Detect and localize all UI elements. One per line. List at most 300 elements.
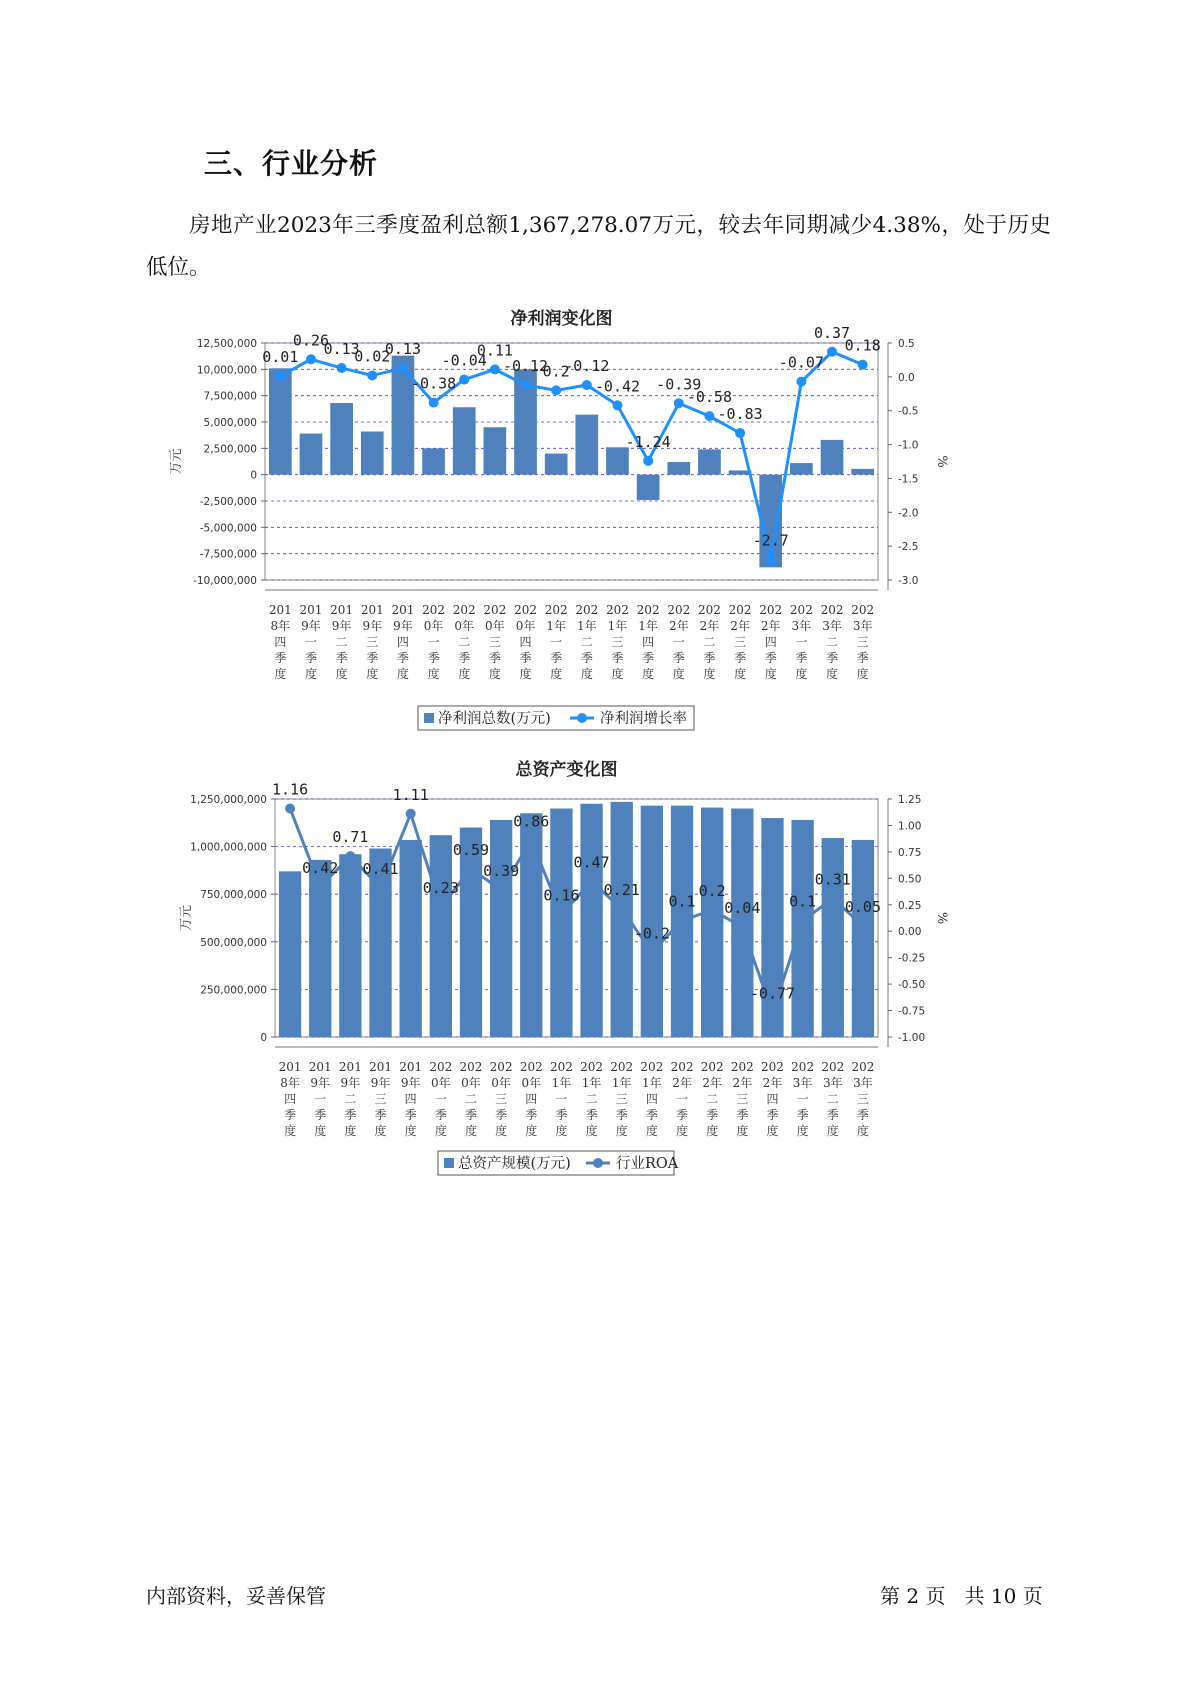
y-tick-label: 0: [260, 1032, 267, 1044]
legend-bar-swatch: [424, 713, 434, 723]
x-category-line: 季: [642, 651, 655, 665]
x-category-label: [790, 603, 813, 681]
data-label: -0.42: [594, 377, 641, 396]
x-category-line: 2年: [668, 619, 689, 633]
data-label: 0.04: [724, 898, 761, 917]
x-category-line: 0年: [431, 1076, 451, 1090]
y-tick-label: 12,500,000: [196, 338, 257, 350]
x-category-line: 8年: [270, 619, 291, 633]
x-category-line: 季: [766, 1108, 779, 1122]
y2-tick-label: 0.50: [898, 873, 922, 886]
x-category-line: 季: [366, 651, 379, 665]
x-category-label: [791, 1060, 814, 1138]
x-category-label: [361, 603, 384, 681]
x-category-line: 一: [427, 635, 440, 649]
x-category-line: 9年: [400, 1076, 421, 1090]
x-category-label: [279, 1060, 302, 1138]
x-category-line: 2年: [732, 1076, 753, 1090]
data-label: -0.04: [441, 351, 487, 370]
x-category-line: 一: [676, 1092, 689, 1106]
data-label: 0.02: [354, 347, 391, 366]
line-point: [767, 1008, 777, 1018]
x-category-line: 202: [759, 603, 783, 617]
line-point: [285, 804, 295, 814]
data-label: -0.12: [564, 356, 610, 375]
x-category-line: 季: [856, 1108, 869, 1122]
x-category-line: 季: [335, 651, 348, 665]
data-label: 0.11: [476, 341, 513, 360]
x-category-line: 二: [344, 1092, 357, 1106]
x-category-line: 201: [330, 603, 354, 617]
x-category-line: 四: [764, 635, 777, 649]
x-category-label: [550, 1060, 573, 1138]
x-category-line: 度: [555, 1124, 568, 1138]
line-point: [766, 555, 776, 565]
bar: [490, 820, 512, 1037]
y-tick-label: -2,500,000: [199, 496, 257, 508]
data-label: 0.1: [668, 892, 696, 911]
y-axis-label: 万元: [179, 904, 194, 932]
bar: [790, 463, 813, 475]
x-category-line: 2年: [699, 619, 720, 633]
data-label: 0.39: [483, 861, 520, 880]
x-category-line: 1年: [577, 619, 597, 633]
x-category-line: 3年: [792, 1076, 813, 1090]
x-category-line: 二: [464, 1092, 477, 1106]
y2-axis-label: %: [934, 911, 949, 925]
data-label: 0.59: [452, 840, 490, 859]
x-category-line: 季: [374, 1108, 387, 1122]
bar: [400, 840, 422, 1037]
x-category-line: 季: [344, 1108, 357, 1122]
x-category-line: 202: [667, 603, 691, 617]
x-category-line: 度: [580, 667, 593, 681]
x-category-line: 202: [730, 1060, 754, 1074]
y2-tick-label: 1.00: [898, 820, 922, 833]
data-label: 0.37: [813, 323, 851, 342]
data-label: 0.47: [573, 853, 610, 872]
net-profit-chart: [150, 309, 1050, 758]
net-profit-chart-svg: [150, 309, 1050, 758]
x-category-line: 度: [434, 1124, 447, 1138]
x-category-label: [483, 603, 506, 681]
x-category-line: 度: [826, 667, 839, 681]
x-category-line: 202: [820, 603, 844, 617]
x-category-line: 度: [427, 667, 440, 681]
legend-bar-swatch: [444, 1158, 454, 1168]
x-category-line: 度: [764, 667, 777, 681]
x-category-label: [759, 603, 782, 681]
line-point: [306, 354, 316, 364]
bar: [550, 809, 572, 1037]
x-category-label: [514, 603, 537, 681]
line-point: [617, 904, 627, 914]
x-category-line: 季: [427, 651, 440, 665]
bar: [300, 434, 323, 475]
line-point: [858, 921, 868, 931]
x-category-line: 202: [575, 603, 599, 617]
y-tick-label: -7,500,000: [199, 548, 257, 561]
x-category-line: 季: [764, 651, 777, 665]
x-category-line: 度: [795, 667, 808, 681]
x-category-line: 3年: [822, 619, 842, 633]
x-category-line: 三: [615, 1092, 628, 1106]
bar: [339, 854, 361, 1037]
bar: [641, 806, 663, 1037]
x-category-label: [399, 1060, 422, 1138]
y2-tick-label: 1.25: [898, 794, 922, 806]
x-category-line: 季: [672, 651, 685, 665]
x-category-line: 0年: [485, 619, 505, 633]
x-category-line: 202: [610, 1060, 634, 1074]
analysis-paragraph: 房地产业2023年三季度盈利总额1,367,278.07万元，较去年同期减少4.38%，处于历史低位。: [146, 213, 1051, 280]
x-category-label: [330, 603, 353, 681]
bar: [269, 368, 292, 474]
x-category-line: 202: [580, 1060, 604, 1074]
y-tick-label: 2,500,000: [203, 443, 257, 456]
y2-tick-label: -1.5: [898, 473, 919, 486]
y-axis-label: 万元: [169, 448, 184, 475]
x-category-line: 202: [544, 603, 568, 617]
line-point: [704, 411, 714, 421]
x-category-line: 三: [736, 1092, 749, 1106]
x-category-line: 度: [488, 667, 501, 681]
x-category-line: 202: [606, 603, 629, 617]
line-point: [587, 877, 597, 887]
data-label: -0.2: [633, 924, 670, 943]
x-category-line: 三: [374, 1092, 387, 1106]
bar: [580, 804, 602, 1037]
bar: [701, 808, 723, 1037]
line-point: [315, 882, 325, 892]
x-category-label: [610, 1060, 633, 1138]
y-tick-label: -5,000,000: [199, 522, 257, 535]
x-category-line: 1年: [551, 1076, 572, 1090]
data-label: 1.16: [272, 780, 309, 799]
bar: [667, 462, 690, 475]
x-category-label: [701, 1060, 724, 1138]
x-category-label: [453, 603, 476, 681]
x-category-line: 度: [856, 667, 869, 681]
total-assets-chart: [150, 760, 1050, 1253]
x-category-line: 9年: [393, 619, 413, 633]
x-category-line: 8年: [280, 1076, 300, 1090]
x-category-line: 9年: [310, 1076, 331, 1090]
x-category-label: [640, 1060, 663, 1138]
bar: [851, 469, 874, 475]
x-category-label: [821, 603, 844, 681]
data-label: 0.41: [362, 859, 399, 878]
x-category-line: 三: [611, 635, 624, 649]
x-category-line: 9年: [370, 1076, 391, 1090]
line-point: [275, 371, 285, 381]
x-category-label: [761, 1060, 784, 1138]
x-category-line: 度: [458, 667, 471, 681]
x-category-line: 2年: [672, 1076, 692, 1090]
x-category-line: 202: [728, 603, 752, 617]
x-category-label: [698, 603, 721, 681]
bar: [330, 403, 353, 475]
line-point: [337, 363, 347, 373]
x-category-line: 三: [366, 635, 379, 649]
x-category-label: [369, 1060, 392, 1138]
data-label: 0.13: [384, 340, 421, 359]
x-category-line: 度: [464, 1124, 477, 1138]
x-category-line: 0年: [515, 619, 536, 633]
x-category-line: 一: [672, 635, 685, 649]
data-label: 0.26: [292, 331, 330, 350]
x-category-line: 9年: [331, 619, 352, 633]
y2-tick-label: 0.5: [898, 338, 915, 350]
footer-page-number: 第 2 页 共 10 页: [880, 1584, 1043, 1608]
y-tick-label: 250,000,000: [200, 984, 267, 997]
data-label: 0.16: [543, 886, 580, 905]
data-label: -0.38: [410, 374, 457, 393]
line-point: [674, 398, 684, 408]
x-category-line: 202: [483, 603, 507, 617]
y-tick-label: 10,000,000: [196, 364, 257, 377]
x-category-line: 季: [464, 1108, 477, 1122]
x-category-line: 季: [396, 651, 409, 665]
x-category-line: 三: [495, 1092, 508, 1106]
x-category-line: 度: [314, 1124, 327, 1138]
x-category-line: 季: [488, 651, 501, 665]
x-category-line: 度: [396, 667, 409, 681]
x-category-line: 二: [585, 1092, 598, 1106]
x-category-label: [545, 603, 568, 681]
line-point: [677, 916, 687, 926]
data-label: -0.12: [502, 356, 549, 375]
y-tick-label: 1,000,000,000: [190, 841, 267, 854]
x-category-line: 季: [795, 651, 808, 665]
line-point: [551, 385, 561, 395]
x-category-line: 202: [697, 603, 721, 617]
x-category-line: 三: [856, 1092, 869, 1106]
line-point: [526, 835, 536, 845]
y2-tick-label: -2.5: [898, 541, 919, 554]
bar: [575, 415, 598, 475]
line-point: [496, 885, 506, 895]
x-category-line: 二: [826, 635, 839, 649]
x-category-line: 季: [304, 651, 317, 665]
x-category-label: [637, 603, 660, 681]
x-category-line: 2年: [760, 619, 781, 633]
x-category-line: 1年: [638, 619, 658, 633]
x-category-line: 202: [636, 603, 660, 617]
line-point: [436, 902, 446, 912]
total-assets-chart-svg: [150, 760, 1050, 1253]
data-label: 0.18: [844, 336, 881, 355]
x-category-line: 3年: [852, 619, 873, 633]
x-category-line: 度: [585, 1124, 598, 1138]
line-point: [707, 905, 717, 915]
line-point: [345, 851, 355, 861]
x-category-line: 二: [706, 1092, 719, 1106]
x-category-line: 四: [766, 1092, 779, 1106]
x-category-line: 1年: [607, 619, 628, 633]
x-category-line: 度: [734, 667, 747, 681]
x-category-line: 季: [458, 651, 471, 665]
line-point: [429, 398, 439, 408]
x-category-line: 度: [736, 1124, 749, 1138]
x-category-line: 季: [274, 651, 287, 665]
x-category-line: 202: [700, 1060, 724, 1074]
x-category-line: 季: [826, 651, 839, 665]
x-category-line: 度: [703, 667, 716, 681]
x-category-line: 季: [734, 651, 747, 665]
line-point: [406, 809, 416, 819]
x-category-line: 1年: [581, 1076, 602, 1090]
x-category-line: 201: [369, 1060, 392, 1074]
x-category-line: 三: [734, 635, 747, 649]
section-title: 三、行业分析: [204, 147, 379, 180]
x-category-line: 季: [550, 651, 563, 665]
x-category-label: [300, 603, 323, 681]
x-category-line: 二: [458, 635, 471, 649]
x-category-line: 202: [514, 603, 537, 617]
line-point: [643, 456, 653, 466]
x-category-line: 季: [404, 1108, 417, 1122]
x-category-line: 9年: [301, 619, 321, 633]
data-label: 0.13: [323, 340, 360, 359]
bar: [606, 447, 629, 474]
x-category-line: 度: [611, 667, 624, 681]
x-category-line: 202: [422, 603, 446, 617]
x-category-line: 202: [789, 603, 813, 617]
x-category-line: 201: [299, 603, 323, 617]
legend-bar-label: 总资产规模(万元): [458, 1156, 571, 1172]
x-category-line: 四: [642, 635, 655, 649]
line-point: [737, 922, 747, 932]
x-category-label: [309, 1060, 332, 1138]
y-tick-label: 1,250,000,000: [190, 794, 267, 806]
x-category-line: 度: [676, 1124, 689, 1138]
x-category-label: [391, 603, 414, 681]
x-category-line: 1年: [642, 1076, 662, 1090]
x-category-line: 四: [274, 635, 287, 649]
data-label: -0.58: [686, 388, 733, 407]
x-category-line: 202: [549, 1060, 573, 1074]
x-category-line: 度: [304, 667, 317, 681]
x-category-line: 度: [495, 1124, 508, 1138]
x-category-line: 一: [304, 635, 317, 649]
x-category-line: 度: [550, 667, 563, 681]
x-category-label: [731, 1060, 754, 1138]
x-category-line: 1年: [611, 1076, 632, 1090]
x-category-line: 二: [335, 635, 348, 649]
y2-tick-label: -0.5: [898, 405, 919, 418]
bar: [698, 449, 721, 474]
x-category-label: [671, 1060, 694, 1138]
x-category-line: 201: [360, 603, 384, 617]
line-point: [796, 377, 806, 387]
line-point: [367, 371, 377, 381]
x-category-line: 四: [284, 1092, 297, 1106]
x-category-line: 一: [555, 1092, 568, 1106]
x-category-line: 202: [452, 603, 476, 617]
x-category-line: 202: [791, 1060, 815, 1074]
x-category-line: 度: [706, 1124, 719, 1138]
x-category-label: [422, 603, 445, 681]
bar: [453, 407, 476, 474]
legend-line-marker: [593, 1158, 603, 1168]
bar: [821, 440, 844, 475]
data-label: 1.11: [392, 785, 429, 804]
data-label: -0.07: [778, 353, 824, 372]
chart-title: 总资产变化图: [515, 760, 618, 780]
line-point: [490, 364, 500, 374]
bar: [460, 828, 482, 1037]
x-category-line: 季: [826, 1108, 839, 1122]
x-category-line: 四: [525, 1092, 538, 1106]
x-category-line: 2年: [702, 1076, 722, 1090]
y2-tick-label: -0.25: [898, 952, 926, 965]
x-category-line: 度: [642, 667, 655, 681]
bar: [484, 427, 507, 474]
y2-tick-label: -1.0: [898, 439, 919, 452]
bar: [637, 475, 660, 500]
line-point: [858, 360, 868, 370]
legend-line-marker: [577, 713, 587, 723]
x-category-line: 二: [580, 635, 593, 649]
x-category-line: 0年: [521, 1076, 542, 1090]
x-category-line: 度: [645, 1124, 658, 1138]
x-category-line: 2年: [762, 1076, 783, 1090]
data-label: 0.86: [513, 812, 550, 831]
y-tick-label: 0: [250, 469, 257, 482]
x-category-label: [729, 603, 752, 681]
x-category-line: 201: [391, 603, 415, 617]
x-category-label: [520, 1060, 543, 1138]
x-category-line: 201: [278, 1060, 302, 1074]
x-category-line: 度: [796, 1124, 809, 1138]
data-label: -1.24: [625, 432, 671, 451]
x-category-label: [851, 603, 874, 681]
x-category-line: 二: [826, 1092, 839, 1106]
x-category-line: 三: [488, 635, 501, 649]
line-point: [647, 947, 657, 957]
y2-tick-label: -0.75: [898, 1005, 926, 1018]
x-category-line: 0年: [461, 1076, 481, 1090]
bar: [279, 871, 301, 1037]
bar: [520, 813, 542, 1037]
x-category-line: 季: [284, 1108, 297, 1122]
y2-tick-label: 0.00: [898, 926, 922, 939]
x-category-line: 1年: [546, 619, 566, 633]
line-point: [376, 883, 386, 893]
bar: [761, 818, 783, 1037]
x-category-line: 202: [821, 1060, 845, 1074]
y2-tick-label: -1.00: [898, 1032, 926, 1044]
data-label: 0.01: [262, 348, 299, 367]
x-category-line: 一: [550, 635, 563, 649]
y2-tick-label: 0.75: [898, 846, 922, 859]
line-point: [828, 893, 838, 903]
chart-title: 净利润变化图: [510, 309, 613, 329]
data-label: -0.83: [717, 405, 763, 424]
x-category-line: 202: [429, 1060, 453, 1074]
bar: [392, 356, 415, 475]
data-label: 0.42: [302, 858, 339, 877]
x-category-line: 202: [670, 1060, 694, 1074]
legend-bar-label: 净利润总数(万元): [438, 711, 551, 727]
x-category-label: [429, 1060, 452, 1138]
x-category-line: 度: [856, 1124, 869, 1138]
x-category-line: 季: [495, 1108, 508, 1122]
bar: [545, 454, 568, 475]
x-category-line: 202: [761, 1060, 784, 1074]
line-point: [612, 400, 622, 410]
